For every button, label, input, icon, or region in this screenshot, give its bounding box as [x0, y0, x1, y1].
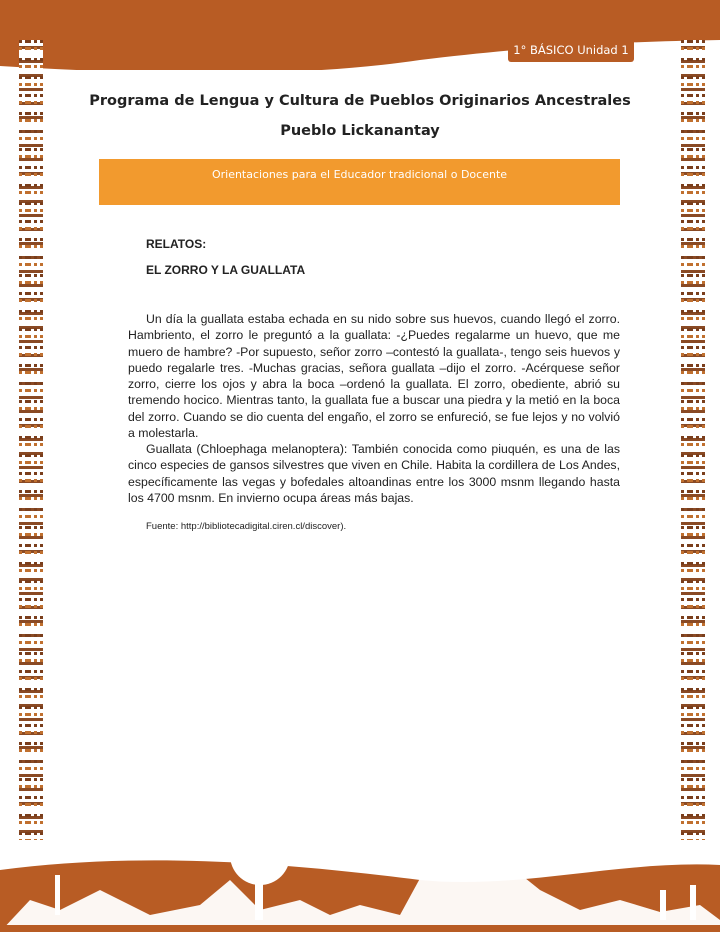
guallata-paragraph: Guallata (Chloephaga melanoptera): También conocida como piuquén, es una de las cinco especies de gansos silvestres que viven en Chile. Habita la cordillera de Los Andes, específicamente las vegas y bofedales altoandinas entre los 3000 msnm llegando hasta los 4700 msnm. En invierno ocupa áreas más bajas.: [128, 442, 620, 505]
story-paragraph: Un día la guallata estaba echada en su nido sobre sus huevos, cuando llegó el zorro. Hambriento, el zorro le preguntó a la guallata: -¿Puedes regalarme un huevo, que me muero de hambre? -Por supuesto, señor zorro –contestó la guallata-, tengo seis huevos y puedo regalarle tres. -Muchas gracias, señora guallata –dijo el zorro. -Acérquese señor zorro, cierre los ojos y abra la boca –ordenó la guallata. El zorro, obediente, abrió su tremendo hocico. Mientras tanto, la guallata fue a buscar una piedra y la metió en la boca del zorro. Cuando se dio cuenta del engaño, el zorro se enfureció, se fue lejos y no volvió a molestarla.: [128, 312, 620, 441]
story-title: EL ZORRO Y LA GUALLATA: [146, 263, 306, 277]
banner-text: Orientaciones para el Educador tradicional o Docente: [211, 168, 508, 181]
section-heading: RELATOS:: [146, 237, 207, 251]
left-decorative-border: [19, 40, 43, 840]
section-banner: [99, 159, 620, 205]
grade-unit-badge: 1° BÁSICO Unidad 1: [508, 39, 634, 62]
page-title: Programa de Lengua y Cultura de Pueblos Originarios Ancestrales: [89, 93, 631, 109]
right-decorative-border: [681, 40, 705, 840]
source-citation: Fuente: http://bibliotecadigital.ciren.cl/discover).: [146, 521, 347, 532]
footer-landscape-illustration: [0, 820, 720, 932]
page-subtitle: Pueblo Lickanantay: [280, 123, 440, 139]
